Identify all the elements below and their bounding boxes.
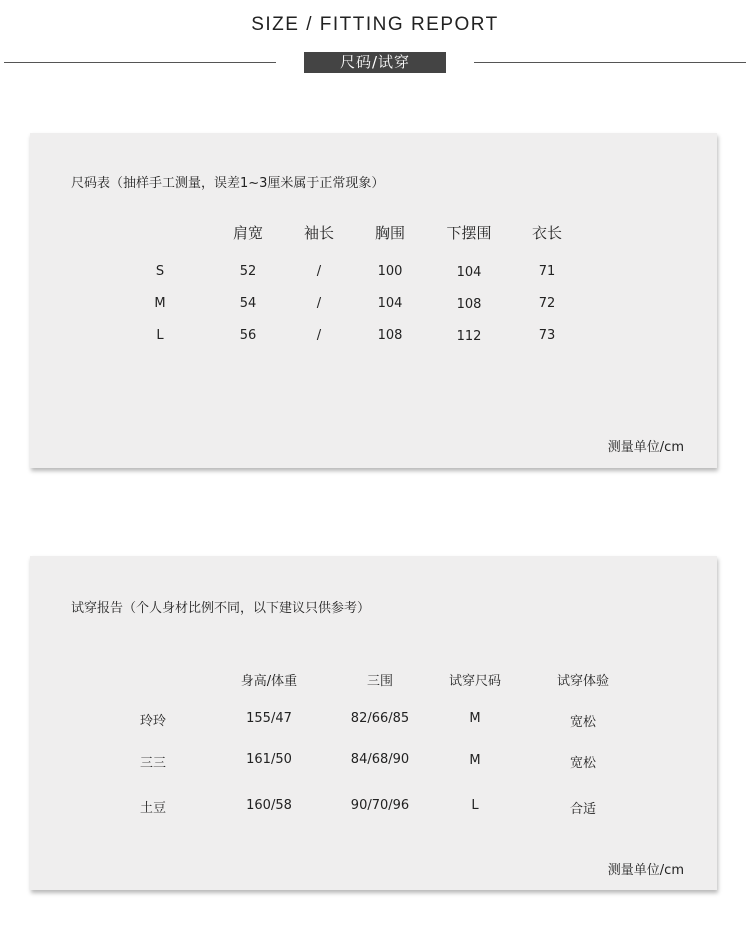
fit-row-name: 玲玲 xyxy=(139,714,167,729)
size-col-header: 胸围 xyxy=(374,224,406,242)
size-cell: 104 xyxy=(377,296,403,311)
fit-cell: 90/70/96 xyxy=(350,798,410,813)
fitting-report-card xyxy=(30,556,717,890)
size-cell: 72 xyxy=(538,296,556,311)
fitting-report-unit: 测量单位/cm xyxy=(607,863,684,878)
size-row-label: L xyxy=(156,328,164,343)
fit-col-header: 三围 xyxy=(366,674,394,689)
fit-cell: L xyxy=(471,798,479,813)
size-cell: 108 xyxy=(377,328,403,343)
size-col-header: 肩宽 xyxy=(232,224,264,242)
size-cell: 104 xyxy=(456,265,482,280)
size-col-header: 衣长 xyxy=(531,224,563,242)
size-row-label: S xyxy=(155,264,165,279)
fit-row-name: 三三 xyxy=(139,756,167,771)
size-cell: / xyxy=(316,296,322,311)
size-cell: 112 xyxy=(456,329,482,344)
fit-cell: M xyxy=(469,753,481,768)
size-chart-card xyxy=(30,133,717,468)
fit-col-header: 试穿尺码 xyxy=(448,674,502,689)
size-col-header: 袖长 xyxy=(303,224,335,242)
size-cell: 71 xyxy=(538,264,556,279)
fit-col-header: 试穿体验 xyxy=(556,674,610,689)
size-cell: / xyxy=(316,264,322,279)
fit-cell: 160/58 xyxy=(246,798,292,813)
fit-cell: 合适 xyxy=(569,802,597,817)
section-subtitle: 尺码/试穿 xyxy=(304,52,446,73)
page-title: SIZE / FITTING REPORT xyxy=(251,14,499,35)
size-chart-unit: 测量单位/cm xyxy=(607,440,684,455)
size-cell: 52 xyxy=(239,264,257,279)
fit-cell: 155/47 xyxy=(246,711,292,726)
fit-cell: 宽松 xyxy=(569,715,597,730)
title-divider-left xyxy=(4,62,276,63)
size-chart-heading: 尺码表（抽样手工测量，误差1~3厘米属于正常现象） xyxy=(71,176,385,191)
fit-row-name: 土豆 xyxy=(139,801,167,816)
fitting-report-heading: 试穿报告（个人身材比例不同，以下建议只供参考） xyxy=(71,601,371,616)
size-cell: / xyxy=(316,328,322,343)
size-cell: 73 xyxy=(538,328,556,343)
fit-cell: 82/66/85 xyxy=(350,711,410,726)
size-cell: 56 xyxy=(239,328,257,343)
size-cell: 100 xyxy=(377,264,403,279)
size-col-header: 下摆围 xyxy=(446,224,492,242)
fit-col-header: 身高/体重 xyxy=(240,674,298,689)
size-cell: 54 xyxy=(239,296,257,311)
title-divider-right xyxy=(474,62,746,63)
size-cell: 108 xyxy=(456,297,482,312)
fit-cell: 宽松 xyxy=(569,756,597,771)
fit-cell: 161/50 xyxy=(246,752,292,767)
fit-cell: M xyxy=(469,711,481,726)
size-row-label: M xyxy=(154,296,166,311)
fit-cell: 84/68/90 xyxy=(350,752,410,767)
